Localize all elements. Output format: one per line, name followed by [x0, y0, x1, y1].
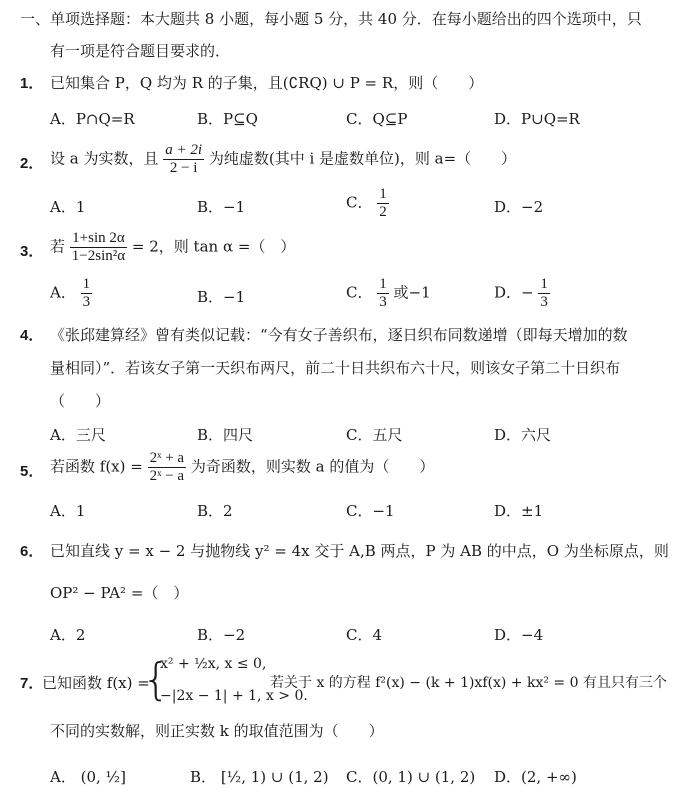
section-heading: 一、单项选择题：本大题共 8 小题，每小题 5 分，共 40 分．在每小题给出的四个选项中，只 [20, 10, 642, 28]
q1-number: 1． [20, 75, 44, 92]
q7-case-1: x² + ½x, x ≤ 0, [160, 656, 267, 672]
q7-option-a: A． (0, ½] [50, 768, 126, 786]
q4-stem-line3: （ ） [50, 392, 111, 410]
q5-stem: 若函数 f(x) = $\frac{\text{2ˣ + a}}{\text{2ˣ − a}}$ 为奇函数，则实数 a 的值为（ ） [50, 450, 435, 484]
q4-stem-line1: 《张邱建算经》曾有类似记载：“今有女子善织布，逐日织布同数递增（即每天增加的数 [50, 326, 628, 344]
q1-option-c: C．Q⊆P [346, 110, 408, 128]
section-heading-cont: 有一项是符合题目要求的． [50, 42, 231, 60]
q6-option-c: C．4 [346, 626, 383, 644]
q7-case-2: −|2x − 1| + 1, x > 0. [160, 688, 308, 704]
q7-stem-line2: 不同的实数解，则正实数 k 的取值范围为（ ） [50, 722, 384, 740]
q3-number: 3． [20, 243, 44, 260]
q6-option-b: B．−2 [197, 626, 246, 644]
q7-option-c: C．(0, 1) ∪ (1, 2) [346, 768, 476, 786]
q1-option-a: A．P∩Q=R [50, 110, 135, 128]
q3-option-c: C． $\frac{1}{3}$ 或−1 [346, 276, 431, 310]
q5-option-a: A．1 [50, 502, 86, 520]
q3-option-b: B．−1 [197, 288, 246, 306]
q4-option-c: C．五尺 [346, 426, 403, 444]
q2-fraction: $\frac{a + 2i}{2 - i}$ [165, 142, 203, 176]
q4-option-d: D．六尺 [494, 426, 552, 444]
q4-option-b: B．四尺 [197, 426, 254, 444]
q5-option-b: B．2 [197, 502, 233, 520]
q5-option-d: D．±1 [494, 502, 544, 520]
q1-option-b: B．P⊆Q [197, 110, 258, 128]
q5-option-c: C．−1 [346, 502, 395, 520]
q7-brace: { [142, 654, 170, 705]
q2-stem: 设 a 为实数，且 $\frac{a + 2i}{2 - i}$ 为纯虚数(其中 i 是虚数单位)，则 a=（ ） [50, 142, 517, 176]
q5-number: 5． [20, 463, 44, 480]
q7-stem: 若关于 x 的方程 f²(x) − (k + 1)xf(x) + kx² = 0 有且只有三个 [270, 675, 667, 691]
q6-option-a: A．2 [50, 626, 86, 644]
q2-option-c: C． $\frac{1}{2}$ [346, 186, 387, 220]
q2-option-b: B．−1 [197, 198, 246, 216]
q3-fraction: $\frac{1+\sin 2\alpha}{\text{1−2sin²α}}$ [71, 230, 126, 264]
q6-number: 6． [20, 543, 44, 560]
q6-option-d: D．−4 [494, 626, 544, 644]
q2-option-d: D．−2 [494, 198, 544, 216]
q4-stem-line2: 量相同）”．若该女子第一天织布两尺，前二十日共织布六十尺，则该女子第二十日织布 [50, 359, 621, 377]
q1-stem: 已知集合 P，Q 均为 R 的子集，且(∁RQ) ∪ P = R，则（ ） [50, 74, 484, 92]
q5-fraction: $\frac{\text{2ˣ + a}}{\text{2ˣ − a}}$ [149, 450, 185, 484]
q7-func-label: 已知函数 f(x) = [42, 674, 150, 692]
q7-number: 7． [20, 675, 44, 692]
q4-number: 4． [20, 327, 44, 344]
q6-stem-line2: OP² − PA² =（ ） [50, 584, 189, 602]
q6-stem-line1: 已知直线 y = x − 2 与抛物线 y² = 4x 交于 A,B 两点，P 为 AB 的中点，O 为坐标原点，则 [50, 542, 669, 560]
q1-option-d: D．P∪Q=R [494, 110, 580, 128]
q7-option-d: D．(2, +∞) [494, 768, 577, 786]
q4-option-a: A．三尺 [50, 426, 106, 444]
q3-option-d: D．− $\frac{1}{3}$ [494, 276, 548, 310]
q7-option-b: B． [½, 1) ∪ (1, 2) [190, 768, 329, 786]
q2-option-a: A．1 [50, 198, 86, 216]
q3-stem: 若 $\frac{1+\sin 2\alpha}{\text{1−2sin²α}}$ = 2，则 tan α =（ ） [50, 230, 296, 264]
q2-number: 2． [20, 155, 44, 172]
q3-option-a: A． $\frac{1}{3}$ [50, 276, 91, 310]
